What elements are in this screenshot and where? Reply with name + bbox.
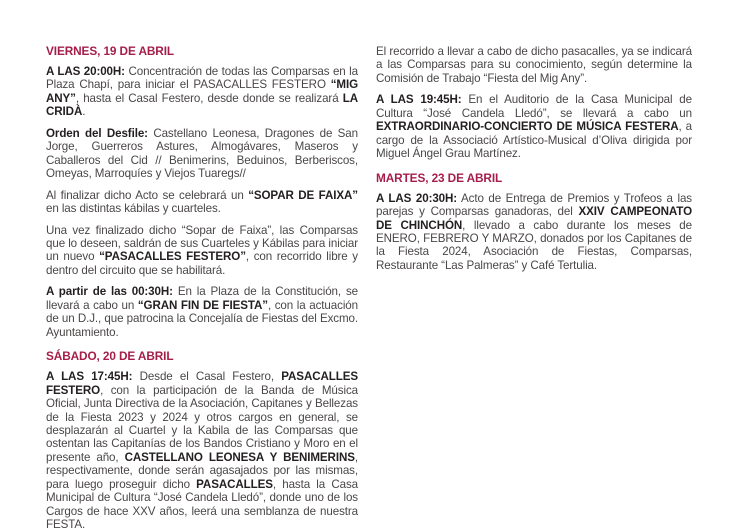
tuesday-event-2030: A LAS 20:30H: Acto de Entrega de Premios y Trofeos a las parejas y Comparsas ganadoras, del XXIV CAMPEONATO DE CHINCHÓN, llevado a cabo durante los meses de ENERO, FEBRERO Y MARZO, donados por los Capitanes de la Fiesta 2024, Asociación de Fiestas, Comparsas, Restaurante “Las Palmeras” y Café Tertulia. xyxy=(376,191,692,272)
sopar-de-faixa-note: Al finalizar dicho Acto se celebrará un “SOPAR DE FAIXA” en las distintas kábilas y cuarteles. xyxy=(46,188,358,216)
saturday-event-1945: A LAS 19:45H: En el Auditorio de la Casa Municipal de Cultura “José Candela Lledó”, se llevará a cabo un EXTRAORDINARIO-CONCIERTO DE MÚSICA FESTERA, a cargo de la Associació Artístico-Musical d’Oliva dirigida por Miguel Ángel Grau Martínez. xyxy=(376,93,693,161)
right-column xyxy=(376,45,692,272)
friday-heading: VIERNES, 19 DE ABRIL xyxy=(46,44,175,58)
event-time: A LAS 17:45H: xyxy=(46,370,133,384)
friday-event-0030: A partir de las 00:30H: En la Plaza de la Constitución, se llevará a cabo un “GRAN FIN DE FIESTA”, con la actuación de un D.J., que patrocina la Concejalía de Fiestas del Excmo. Ayuntamiento. xyxy=(46,285,358,339)
route-note: El recorrido a llevar a cabo de dicho pasacalles, ya se indicará a las Comparsas para su conocimiento, según determine la Comisión de Trabajo “Fiesta del Mig Any”. xyxy=(376,45,692,85)
event-time: A partir de las 00:30H: xyxy=(46,285,173,299)
friday-event-2000: A LAS 20:00H: Concentración de todas las Comparsas en la Plaza Chapí, para iniciar el PASACALLES FESTERO “MIG ANY”, hasta el Casal Festero, desde donde se realizará LA CRIDÀ. xyxy=(46,65,358,119)
left-column xyxy=(46,44,358,532)
event-time: A LAS 20:30H: xyxy=(376,191,458,205)
parade-order-label: Orden del Desfile: xyxy=(46,126,148,140)
parade-order: Orden del Desfile: Castellano Leonesa, Dragones de San Jorge, Guerreros Astures, Almogávares, Maseros y Caballeros del Cid // Benimerins, Beduinos, Berberiscos, Omeyas, Marroquíes y Viejos Tuaregs// xyxy=(46,126,358,181)
event-time: A LAS 19:45H: xyxy=(376,93,462,107)
saturday-event-1745-part1: A LAS 17:45H: Desde el Casal Festero, PASACALLES FESTERO, con la participación de la Banda de Música Oficial, Junta Directiva de la Asociación, Capitanes y Bellezas de la Fiesta 2023 y 2024 y otros cargos en general, se desplazarán al Cuartel y la Kabila de las Comparsas que ostentan las Capitanías de los Bandos Cristiano y Moro en el presente año, CASTELLANO LEONESA Y BENIMERINS, respectivamente, donde serán agasajados por las mismas, para luego proseguir dicho PASACALLES, hasta la Casa Municipal de Cultura “José Candela Lledó”, donde uno de los Cargos de hace XXV años, leerá una semblanza de nuestra FESTA. xyxy=(46,370,358,532)
tuesday-heading: MARTES, 23 DE ABRIL xyxy=(376,170,503,185)
pasacalles-note: Una vez finalizado dicho “Sopar de Faixa”, las Comparsas que lo deseen, saldrán de sus Cuarteles y Kábilas para iniciar un nuevo “PASACALLES FESTERO”, con recorrido libre y dentro del circuito que se habilitará. xyxy=(46,223,358,277)
event-time: A LAS 20:00H: xyxy=(46,65,125,78)
saturday-heading: SÁBADO, 20 DE ABRIL xyxy=(46,349,174,364)
